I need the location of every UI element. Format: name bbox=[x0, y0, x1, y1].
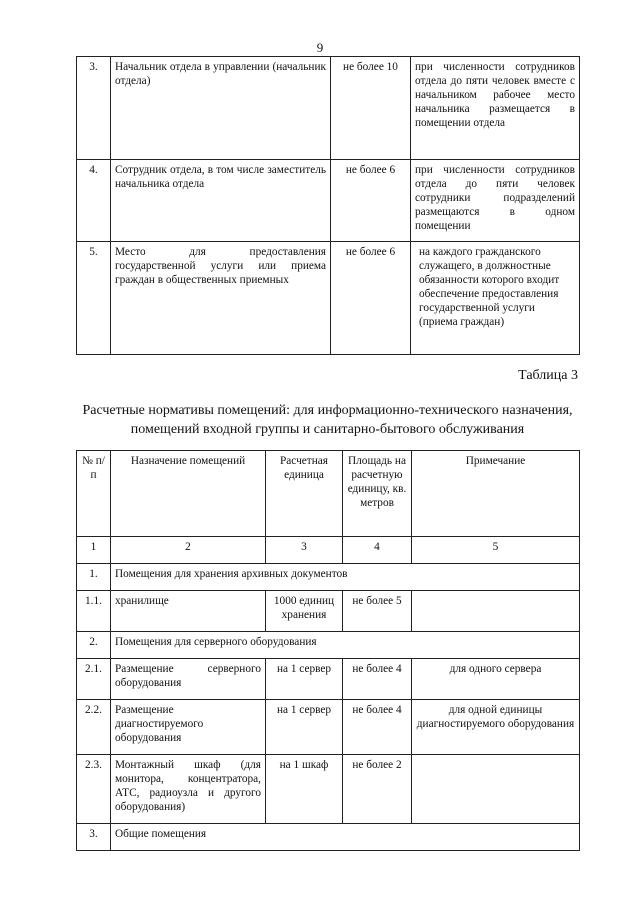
premise-name: Размещение серверного оборудования bbox=[111, 659, 266, 700]
premises-norms-table bbox=[76, 450, 580, 851]
table-row bbox=[77, 160, 580, 242]
row-number: 4. bbox=[77, 160, 111, 242]
area-value: не более 4 bbox=[343, 659, 412, 700]
table-row bbox=[77, 700, 580, 755]
section-number: 1. bbox=[77, 564, 111, 591]
note: при численности сотрудников отдела до пяти человек вместе с начальником рабочее место начальника размещается в помещении отдела bbox=[411, 57, 580, 160]
col-number: 5 bbox=[412, 537, 580, 564]
header-row bbox=[77, 451, 580, 537]
table-title: Расчетные нормативы помещений: для информационно-технического назначения, помещений входной группы и санитарно-бытового обслуживания bbox=[82, 403, 573, 437]
row-number: 2.2. bbox=[77, 700, 111, 755]
row-number: 3. bbox=[77, 57, 111, 160]
table-caption: Таблица 3 bbox=[518, 368, 578, 383]
note bbox=[412, 591, 580, 632]
premise-name: хранилище bbox=[111, 591, 266, 632]
header-note: Примечание bbox=[412, 451, 580, 537]
table-row bbox=[77, 57, 580, 160]
position-name: Сотрудник отдела, в том числе заместитель начальника отдела bbox=[111, 160, 331, 242]
table-row bbox=[77, 242, 580, 355]
column-numbers-row bbox=[77, 537, 580, 564]
premise-name: Размещение диагностируемого оборудования bbox=[111, 700, 266, 755]
area-value: не более 5 bbox=[343, 591, 412, 632]
note bbox=[412, 755, 580, 824]
section-row bbox=[77, 564, 580, 591]
note: для одного сервера bbox=[412, 659, 580, 700]
note: при численности сотрудников отдела до пяти человек сотрудники подразделений размещаются в одном помещении bbox=[411, 160, 580, 242]
area-value: не более 10 bbox=[331, 57, 411, 160]
table-row bbox=[77, 755, 580, 824]
requirements-table-continued bbox=[76, 56, 580, 355]
table-row bbox=[77, 591, 580, 632]
section-title: Общие помещения bbox=[111, 824, 580, 851]
area-value: не более 6 bbox=[331, 160, 411, 242]
note: для одной единицы диагностируемого оборудования bbox=[412, 700, 580, 755]
col-number: 4 bbox=[343, 537, 412, 564]
section-row bbox=[77, 632, 580, 659]
header-number: № п/п bbox=[77, 451, 111, 537]
section-number: 3. bbox=[77, 824, 111, 851]
section-title: Помещения для хранения архивных документов bbox=[111, 564, 580, 591]
unit: на 1 шкаф bbox=[266, 755, 343, 824]
col-number: 1 bbox=[77, 537, 111, 564]
note: на каждого гражданского служащего, в должностные обязанности которого входит обеспечение предоставления государственной услуги (приема граждан) bbox=[411, 242, 580, 355]
area-value: не более 2 bbox=[343, 755, 412, 824]
header-purpose: Назначение помещений bbox=[111, 451, 266, 537]
row-number: 2.1. bbox=[77, 659, 111, 700]
area-value: не более 6 bbox=[331, 242, 411, 355]
position-name: Начальник отдела в управлении (начальник отдела) bbox=[111, 57, 331, 160]
col-number: 2 bbox=[111, 537, 266, 564]
area-value: не более 4 bbox=[343, 700, 412, 755]
section-number: 2. bbox=[77, 632, 111, 659]
section-row bbox=[77, 824, 580, 851]
col-number: 3 bbox=[266, 537, 343, 564]
header-area: Площадь на расчетную единицу, кв. метров bbox=[343, 451, 412, 537]
section-title: Помещения для серверного оборудования bbox=[111, 632, 580, 659]
row-number: 1.1. bbox=[77, 591, 111, 632]
header-unit: Расчетная единица bbox=[266, 451, 343, 537]
position-name: Место для предоставления государственной услуги или приема граждан в общественных приемных bbox=[111, 242, 331, 355]
table-row bbox=[77, 659, 580, 700]
page-number: 9 bbox=[316, 40, 324, 55]
unit: на 1 сервер bbox=[266, 700, 343, 755]
premise-name: Монтажный шкаф (для монитора, концентратора, АТС, радиоузла и другого оборудования) bbox=[111, 755, 266, 824]
row-number: 5. bbox=[77, 242, 111, 355]
row-number: 2.3. bbox=[77, 755, 111, 824]
unit: 1000 единиц хранения bbox=[266, 591, 343, 632]
unit: на 1 сервер bbox=[266, 659, 343, 700]
